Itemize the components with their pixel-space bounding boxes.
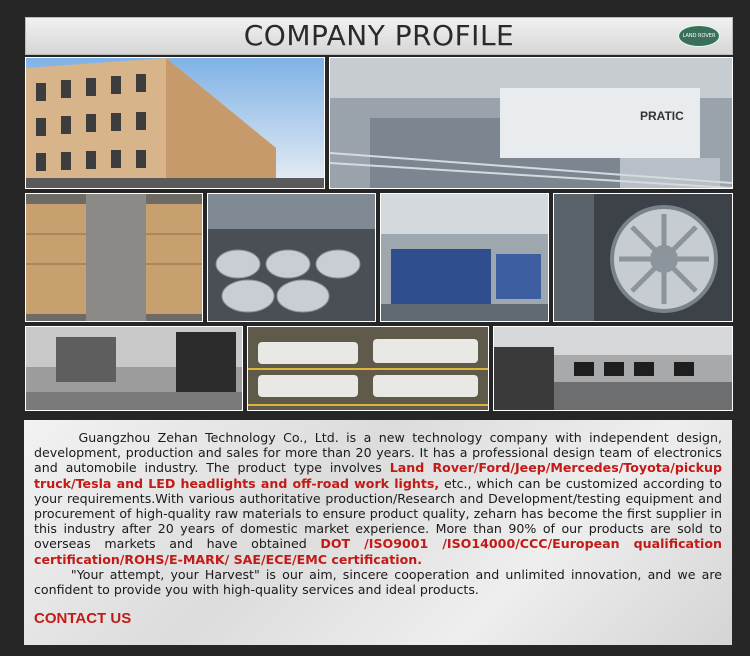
land-rover-logo: [678, 25, 720, 47]
certifications-text: DOT /ISO9001 /ISO14000/CCC/European qualification certification/ROHS/E-MARK/ SAE/ECE/EMC certification.: [34, 536, 722, 567]
capabilities-text: etc., which can be customized according to your requirements.With various authoritative production/Research and Development/testing equipment and procurement of high-quality raw materials to ensure product quality, zeharn has become the first supplier in this industry after 20 years of domestic market experience. More than 90% of our products are sold to overseas markets and have obtained: [34, 475, 723, 552]
contact-us-link[interactable]: CONTACT US: [34, 610, 132, 627]
company-description: [34, 430, 722, 597]
description-paragraph-2: [34, 567, 722, 597]
photo-wheel-rims: [207, 193, 376, 322]
vehicle-brands-text: Land Rover/Ford/Jeep/Mercedes/Toyota/pickup truck/Tesla and LED headlights and off-road work lights,: [34, 460, 722, 491]
intro-text: Guangzhou Zehan Technology Co., Ltd. is a new technology company with independent design, development, production and sales for more than 20 years. It has a professional design team of electronics and automobile industry. The product type involves: [34, 430, 722, 476]
photo-alloy-wheel: [553, 193, 733, 322]
pratic-label: PRATIC: [640, 109, 684, 123]
photo-office-workstations: [493, 326, 733, 411]
motto-text: "Your attempt, your Harvest" is our aim, sincere cooperation and unlimited innovation, and we are confident to provide you with high-quality services and ideal products.: [34, 566, 722, 598]
photo-production-line: [329, 57, 733, 189]
photo-office-building: [25, 57, 325, 189]
photo-showroom: [25, 326, 243, 411]
photo-headlight-display: [247, 326, 489, 411]
page-title: COMPANY PROFILE: [243, 19, 515, 52]
badge-text: LAND ROVER: [682, 33, 716, 39]
title-bar: [25, 17, 733, 55]
photo-injection-machines: [380, 193, 549, 322]
photo-warehouse: [25, 193, 203, 322]
description-paragraph-1: [34, 430, 722, 567]
company-description-panel: [24, 420, 732, 645]
